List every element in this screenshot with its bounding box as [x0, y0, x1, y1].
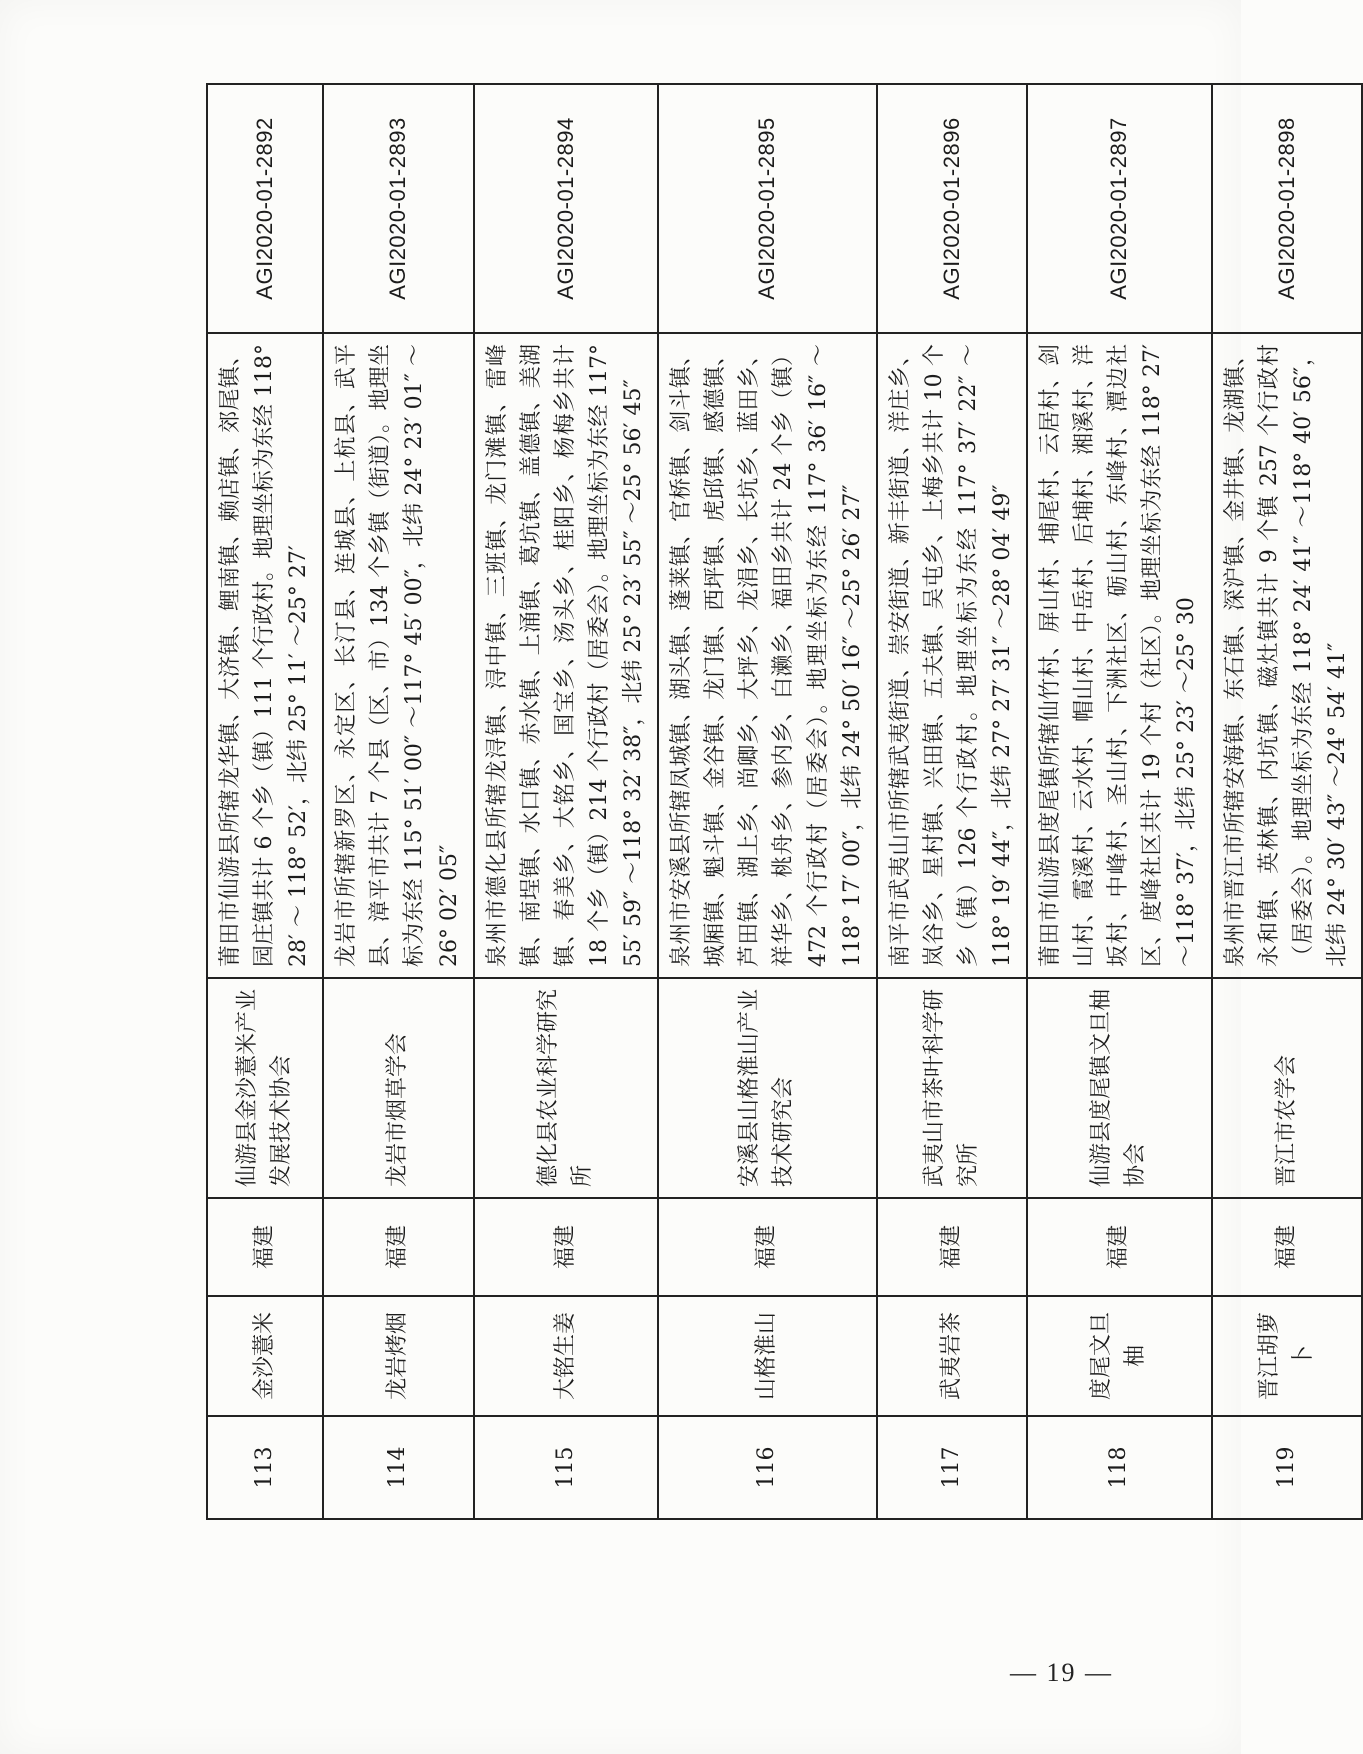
applicant-organization: 武夷山市茶叶科学研究所	[877, 978, 1027, 1198]
province: 福建	[474, 1198, 658, 1296]
table-row	[658, 84, 877, 1519]
applicant-organization: 仙游县金沙薏米产业发展技术协会	[207, 978, 323, 1198]
registration-code: AGI2020-01-2896	[877, 84, 1027, 333]
province: 福建	[1027, 1198, 1211, 1296]
applicant-organization: 仙游县度尾镇文旦柚协会	[1027, 978, 1211, 1198]
protection-area: 莆田市仙游县度尾镇所辖仙竹村、屏山村、埔尾村、云居村、剑山村、霞溪村、云水村、帽山村、中岳村、后埔村、湘溪村、洋坂村、中峰村、圣山村、下洲社区、砺山村、东峰村、潭边社区、度峰社区共计 19 个村（社区）。地理坐标为东经 118° 27′ ～118° 37′，北纬 25° 23′ ～25° 30	[1027, 333, 1211, 978]
province: 福建	[207, 1198, 323, 1296]
product-name: 武夷岩茶	[877, 1296, 1027, 1416]
product-name: 金沙薏米	[207, 1296, 323, 1416]
applicant-organization: 晋江市农学会	[1212, 978, 1362, 1198]
province: 福建	[1212, 1198, 1362, 1296]
table-row	[1027, 84, 1211, 1519]
registration-code: AGI2020-01-2894	[474, 84, 658, 333]
row-number: 116	[658, 1416, 877, 1519]
page-number: — 19 —	[1010, 1658, 1113, 1687]
registration-code: AGI2020-01-2897	[1027, 84, 1211, 333]
table-row	[207, 84, 323, 1519]
product-name: 龙岩烤烟	[323, 1296, 473, 1416]
province: 福建	[877, 1198, 1027, 1296]
product-name: 大铭生姜	[474, 1296, 658, 1416]
row-number: 115	[474, 1416, 658, 1519]
row-number: 114	[323, 1416, 473, 1519]
registration-code: AGI2020-01-2893	[323, 84, 473, 333]
table-row	[474, 84, 658, 1519]
applicant-organization: 德化县农业科学研究所	[474, 978, 658, 1198]
province: 福建	[658, 1198, 877, 1296]
protection-area: 龙岩市所辖新罗区、永定区、长汀县、连城县、上杭县、武平县、漳平市共计 7 个县（区、市）134 个乡镇（街道）。地理坐标为东经 115° 51′ 00″ ～117° 45′ 00″，北纬 24° 23′ 01″ ～26° 02′ 05″	[323, 333, 473, 978]
protection-area: 泉州市安溪县所辖凤城镇、湖头镇、蓬莱镇、官桥镇、剑斗镇、城厢镇、魁斗镇、金谷镇、龙门镇、西坪镇、虎邱镇、感德镇、芦田镇、湖上乡、尚卿乡、大坪乡、龙涓乡、长坑乡、蓝田乡、祥华乡、桃舟乡、参内乡、白濑乡、福田乡共计 24 个乡（镇）472 个行政村（居委会）。地理坐标为东经 117° 36′ 16″ ～118° 17′ 00″，北纬 24° 50′ 16″ ～25° 26′ 27″	[658, 333, 877, 978]
province: 福建	[323, 1198, 473, 1296]
row-number: 113	[207, 1416, 323, 1519]
protection-area: 南平市武夷山市所辖武夷街道、崇安街道、新丰街道、洋庄乡、岚谷乡、星村镇、兴田镇、五夫镇、吴屯乡、上梅乡共计 10 个乡（镇）126 个行政村。地理坐标为东经 117° 37′ 22″ ～118° 19′ 44″，北纬 27° 27′ 31″ ～28° 04′ 49″	[877, 333, 1027, 978]
table-row	[323, 84, 473, 1519]
registration-code: AGI2020-01-2895	[658, 84, 877, 333]
row-number: 117	[877, 1416, 1027, 1519]
protection-area: 泉州市晋江市所辖安海镇、东石镇、深沪镇、金井镇、龙湖镇、永和镇、英林镇、内坑镇、磁灶镇共计 9 个镇 257 个行政村（居委会）。地理坐标为东经 118° 24′ 41″ ～118° 40′ 56″，北纬 24° 30′ 43″ ～24° 54′ 41″	[1212, 333, 1362, 978]
protection-area: 泉州市德化县所辖龙浔镇、浔中镇、三班镇、龙门滩镇、雷峰镇、南埕镇、水口镇、赤水镇、上涌镇、葛坑镇、盖德镇、美湖镇、春美乡、大铭乡、国宝乡、汤头乡、桂阳乡、杨梅乡共计 18 个乡（镇）214 个行政村（居委会）。地理坐标为东经 117° 55′ 59″ ～118° 32′ 38″，北纬 25° 23′ 55″ ～25° 56′ 45″	[474, 333, 658, 978]
applicant-organization: 龙岩市烟草学会	[323, 978, 473, 1198]
protection-area: 莆田市仙游县所辖龙华镇、大济镇、鲤南镇、赖店镇、郊尾镇、园庄镇共计 6 个乡（镇）111 个行政村。地理坐标为东经 118° 28′ ～ 118° 52′，北纬 25° 11′ ～25° 27′	[207, 333, 323, 978]
registration-code: AGI2020-01-2892	[207, 84, 323, 333]
registry-table	[206, 83, 1363, 1520]
row-number: 119	[1212, 1416, 1362, 1519]
table-row	[1212, 84, 1362, 1519]
table-row	[877, 84, 1027, 1519]
registration-code: AGI2020-01-2898	[1212, 84, 1362, 333]
applicant-organization: 安溪县山格淮山产业技术研究会	[658, 978, 877, 1198]
product-name: 晋江胡萝卜	[1212, 1296, 1362, 1416]
row-number: 118	[1027, 1416, 1211, 1519]
product-name: 山格淮山	[658, 1296, 877, 1416]
product-name: 度尾文旦柚	[1027, 1296, 1211, 1416]
rotated-table-container	[206, 85, 1350, 1520]
